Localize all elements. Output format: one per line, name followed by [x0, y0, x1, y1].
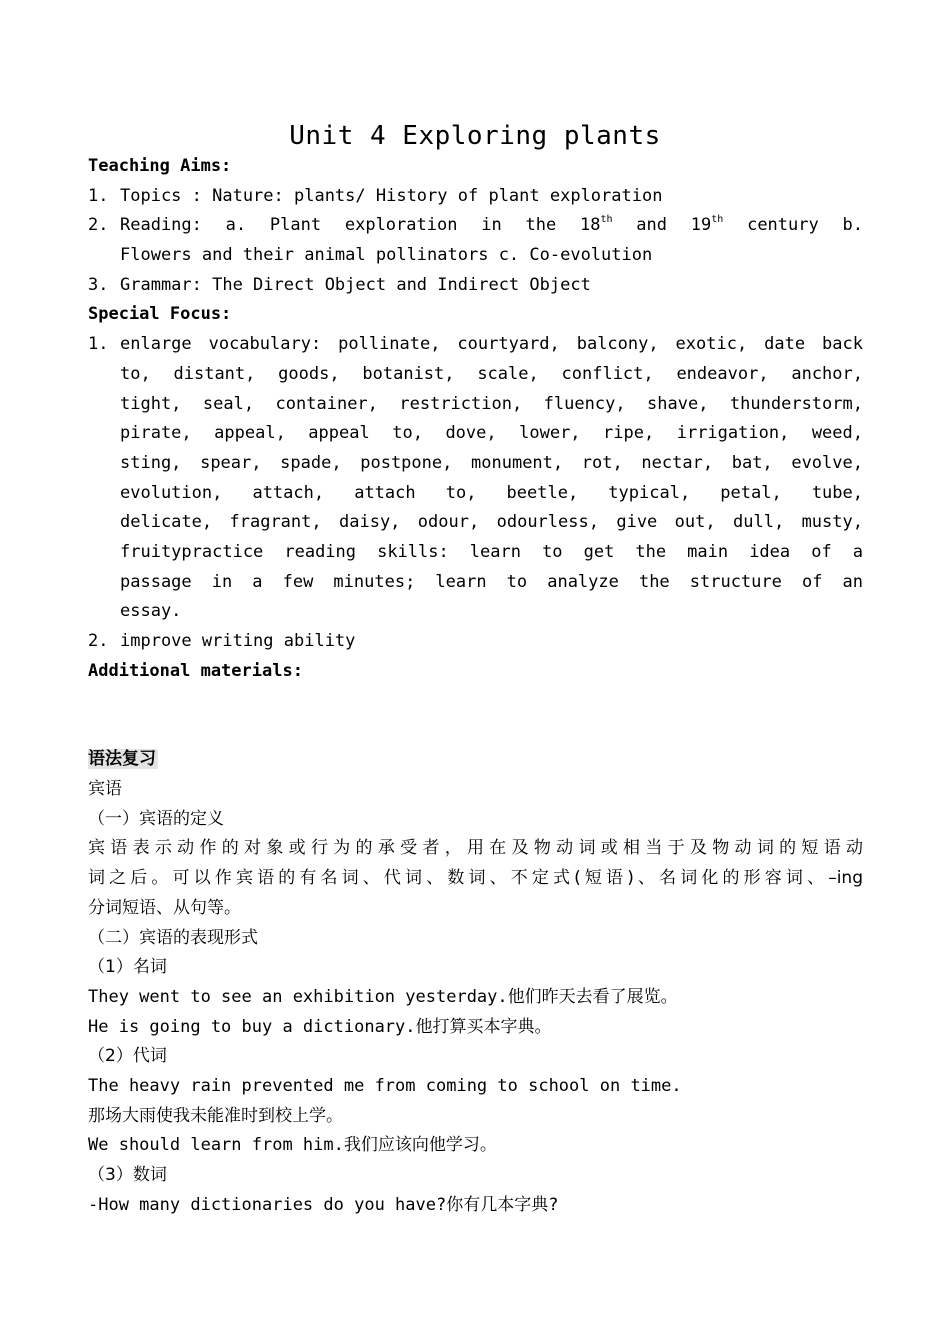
grammar-heading-row	[88, 745, 863, 775]
sub-heading: （3）数词	[88, 1165, 167, 1185]
vocab-line: delicate, fragrant, daisy, odour, odourless, give out, dull, musty,	[120, 512, 863, 533]
special-focus-item	[88, 627, 863, 657]
grammar-heading: 语法复习	[88, 749, 156, 770]
example-translation: 那场大雨使我未能准时到校上学。	[88, 1105, 343, 1126]
vocab-line: to, distant, goods, botanist, scale, conflict, endeavor, anchor,	[120, 363, 863, 384]
list-text	[120, 330, 863, 627]
list-text: improve writing ability	[120, 631, 356, 651]
sub-heading: （2）代词	[88, 1046, 167, 1067]
teaching-aim-item	[88, 271, 863, 301]
list-text: Flowers and their animal pollinators c. Co-evolution	[120, 245, 653, 266]
example-sentence: -How many dictionaries do you have?你有几本字典?	[88, 1194, 559, 1215]
special-focus-heading: Special Focus:	[88, 304, 232, 325]
grammar-topic: 宾语	[88, 779, 122, 800]
teaching-aim-item	[88, 211, 863, 241]
example-sentence: They went to see an exhibition yesterday.他们昨天去看了展览。	[88, 986, 678, 1007]
list-number: 1.	[88, 185, 109, 206]
definition-line: 分词短语、从句等。	[88, 897, 241, 918]
teaching-aim-item-continuation	[88, 241, 863, 271]
special-focus-item	[88, 330, 863, 627]
blank-space	[88, 686, 863, 745]
section-heading: （二）宾语的表现形式	[88, 927, 258, 948]
additional-materials-heading: Additional materials:	[88, 660, 303, 681]
vocab-line: enlarge vocabulary: pollinate, courtyard, balcony, exotic, date back	[120, 334, 863, 355]
list-number: 1.	[88, 334, 109, 355]
list-text: Topics : Nature: plants/ History of plant exploration	[120, 185, 663, 206]
superscript: th	[711, 214, 724, 226]
teaching-aims-heading: Teaching Aims:	[88, 156, 232, 176]
vocab-line: essay.	[120, 601, 182, 622]
vocab-line: evolution, attach, attach to, beetle, typical, petal, tube,	[120, 482, 863, 503]
teaching-aim-item	[88, 182, 863, 212]
example-sentence: We should learn from him.我们应该向他学习。	[88, 1135, 497, 1156]
text-run: Reading: a. Plant exploration in the 18	[120, 215, 601, 236]
definition-line: 宾语表示动作的对象或行为的承受者，用在及物动词或相当于及物动词的短语动	[88, 838, 863, 859]
vocab-line: tight, seal, container, restriction, fluency, shave, thunderstorm,	[120, 393, 863, 414]
vocab-line: passage in a few minutes; learn to analyze the structure of an	[120, 571, 863, 592]
example-sentence: He is going to buy a dictionary.他打算买本字典。	[88, 1016, 552, 1037]
page-title: Unit 4 Exploring plants	[289, 121, 661, 151]
sub-heading: （1）名词	[88, 957, 167, 978]
section-heading: （一）宾语的定义	[88, 808, 224, 829]
vocab-line: sting, spear, spade, postpone, monument, rot, nectar, bat, evolve,	[120, 452, 863, 473]
example-sentence: The heavy rain prevented me from coming to school on time.	[88, 1075, 682, 1096]
document-body	[88, 152, 863, 1220]
list-number: 3.	[88, 274, 109, 295]
superscript: th	[600, 214, 613, 226]
list-number: 2.	[88, 215, 109, 236]
list-number: 2.	[88, 631, 109, 651]
text-run: and 19	[612, 215, 712, 236]
list-indent	[88, 241, 120, 271]
vocab-line: pirate, appeal, appeal to, dove, lower, ripe, irrigation, weed,	[120, 423, 863, 444]
list-text: Grammar: The Direct Object and Indirect Object	[120, 274, 591, 295]
definition-line: 词之后。可以作宾语的有名词、代词、数词、不定式(短语)、名词化的形容词、–ing	[88, 868, 863, 889]
text-run: century b.	[723, 215, 863, 236]
list-text	[120, 211, 863, 241]
vocab-line: fruitypractice reading skills: learn to get the main idea of a	[120, 541, 863, 562]
